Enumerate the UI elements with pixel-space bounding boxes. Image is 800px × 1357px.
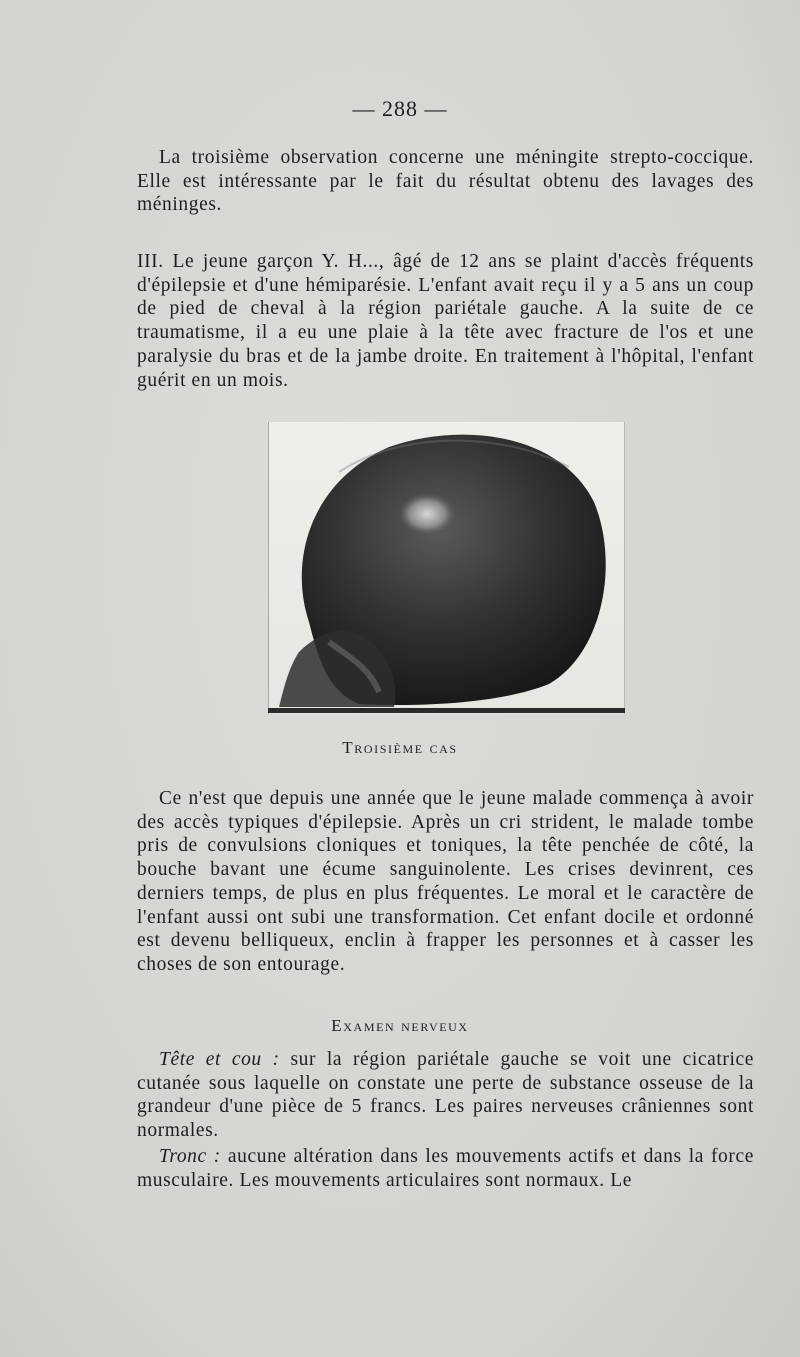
figure-caption: Troisième cas	[342, 738, 458, 757]
exam-trunk-paragraph	[137, 1145, 754, 1192]
intro-paragraph: La troisième observation concerne une méningite strepto-coccique. Elle est intéressante par le fait du résultat obtenu des lavages des méninges.	[137, 147, 754, 216]
skull-radiograph-image	[269, 422, 624, 714]
exam-trunk-text: aucune altération dans les mouvements actifs et dans la force musculaire. Les mouvements articulaires sont normaux. Le	[137, 1145, 755, 1191]
case-paragraph: III. Le jeune garçon Y. H..., âgé de 12 ans se plaint d'accès fréquents d'épilepsie et d'une hémiparésie. L'enfant avait reçu il y a 5 ans un coup de pied de cheval à la région pariétale gauche. A la suite de ce traumatisme, il a eu une plaie à la tête avec fracture de l'os et une paralysie du bras et de la jambe droite. En traitement à l'hôpital, l'enfant guérit en un mois.	[137, 251, 754, 391]
intro-paragraph-block	[137, 146, 754, 217]
exam-trunk-label: Tronc :	[159, 1145, 221, 1167]
history-paragraph: Ce n'est que depuis une année que le jeune malade commença à avoir des accès typiques d'épilepsie. Après un cri strident, le malade tombe pris de convulsions cloniques et toniques, la tête penchée de côté, la bouche bavant une écume sanguinolente. Les crises devinrent, ces derniers temps, de plus en plus fréquentes. Le moral et le caractère de l'enfant aussi ont subi une transformation. Cet enfant docile et ordonné est devenu belliqueux, enclin à frapper les personnes et à casser les choses de son entourage.	[137, 788, 754, 975]
section-heading: Examen nerveux	[331, 1016, 469, 1035]
case-paragraph-block	[137, 250, 754, 392]
page-number: — 288 —	[352, 96, 448, 121]
exam-head-text: sur la région pariétale gauche se voit une cicatrice cutanée sous laquelle on constate une perte de substance osseuse de la grandeur d'une pièce de 5 francs. Les paires nerveuses crâniennes sont normales.	[137, 1049, 754, 1142]
figure-bottom-rule	[268, 708, 625, 713]
history-paragraph-block	[137, 787, 754, 977]
exam-head-label: Tête et cou :	[159, 1049, 280, 1070]
skull-radiograph-figure	[268, 422, 625, 714]
exam-head-paragraph	[137, 1048, 754, 1143]
exam-block	[137, 1048, 754, 1192]
